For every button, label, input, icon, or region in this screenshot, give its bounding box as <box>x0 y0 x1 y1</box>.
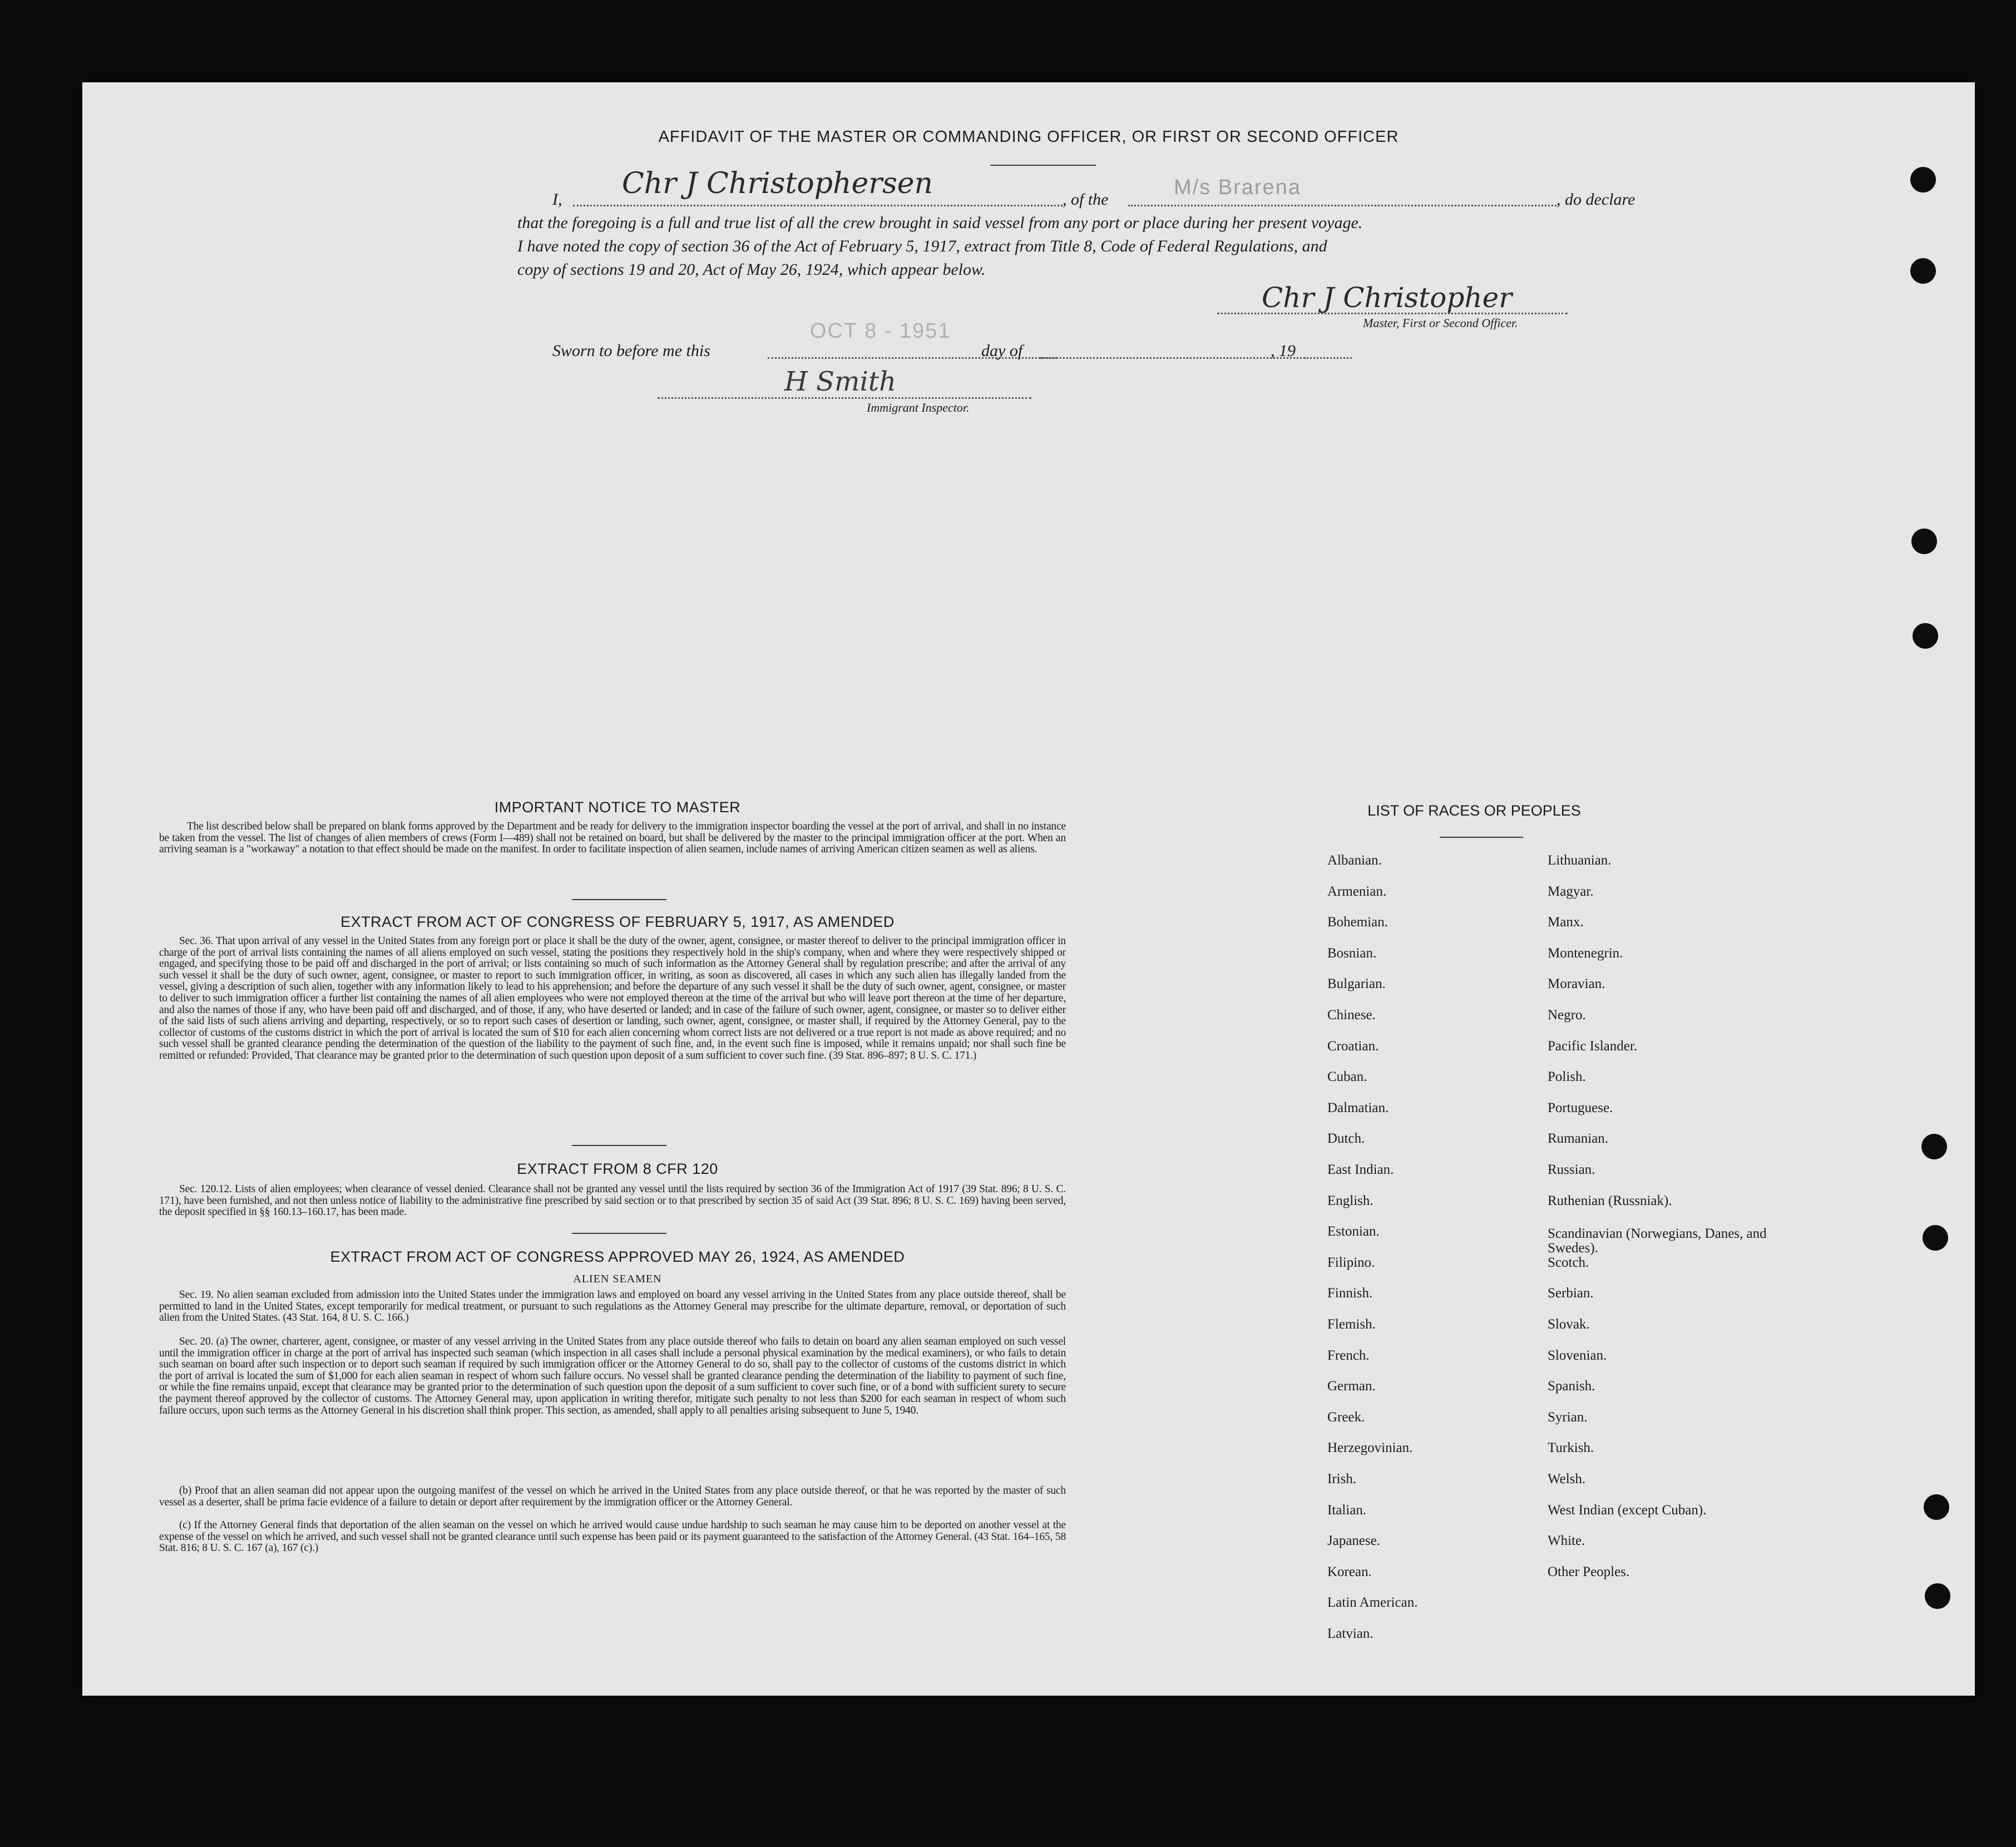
affidavit-of-the: , of the <box>1063 190 1109 209</box>
race-item: Bulgarian. <box>1327 976 1386 992</box>
declarant-signature: Chr J Christophersen <box>622 167 933 200</box>
binder-hole <box>1924 1494 1949 1520</box>
race-item: Japanese. <box>1327 1533 1381 1549</box>
race-item: French. <box>1327 1347 1370 1363</box>
inspector-signature: H Smith <box>784 366 897 397</box>
race-item: Bosnian. <box>1327 945 1377 961</box>
extract-1924-subtitle: ALIEN SEAMEN <box>573 1273 662 1285</box>
extract-1924-sec20c: (c) If the Attorney General finds that deportation of the alien seaman on the vessel on which he arrived would cause undue hardship to such seaman he may cause him to be deported on another vessel at the expense of the vessel on which he arrived, and such vessel shall not be granted clearance until such expense has been paid or its payment guaranteed to the satisfaction of the Attorney General. (43 Stat. 164–165, 58 Stat. 816; 8 U. S. C. 167 (a), 167 (c).) <box>159 1519 1066 1554</box>
race-item: Manx. <box>1548 915 1584 930</box>
declarant-name-line <box>573 205 1063 206</box>
race-item: Cuban. <box>1327 1069 1367 1085</box>
notice-title: IMPORTANT NOTICE TO MASTER <box>494 799 741 816</box>
race-item: Dalmatian. <box>1327 1100 1389 1115</box>
year-prefix: , 19 <box>1271 342 1296 360</box>
races-title: LIST OF RACES OR PEOPLES <box>1367 802 1581 819</box>
race-item: Finnish. <box>1327 1286 1373 1301</box>
race-item: Scotch. <box>1548 1255 1589 1270</box>
race-item: Herzegovinian. <box>1327 1440 1413 1456</box>
race-item: Chinese. <box>1327 1008 1376 1023</box>
master-signature-line <box>1217 313 1568 314</box>
race-item: Turkish. <box>1548 1440 1594 1456</box>
extract-1917-divider <box>572 1145 666 1146</box>
sworn-date-stamp: OCT 8 - 1951 <box>810 319 951 343</box>
extract-cfr-text: Sec. 120.12. Lists of alien employees; when clearance of vessel denied. Clearance shall not be granted any vessel until the lists required by section 36 of the Immigration Act of 1917 (39 Stat. 896; 8 U. S. C. 171), have been furnished, and not then unless notice of liability to the administrative fine prescribed by said section or to that prescribed by section 35 of said Act (39 Stat. 896; 8 U. S. C. 169) having been served, the deposit specified in §§ 160.13–160.17, has been made. <box>159 1183 1066 1218</box>
race-item: Magyar. <box>1548 883 1594 899</box>
affidavit-heading: AFFIDAVIT OF THE MASTER OR COMMANDING OFFICER, OR FIRST OR SECOND OFFICER <box>658 128 1399 146</box>
race-item: Greek. <box>1327 1409 1365 1425</box>
heading-divider <box>990 165 1096 166</box>
binder-hole <box>1910 258 1936 284</box>
vessel-name-line <box>1128 205 1557 206</box>
master-caption: Master, First or Second Officer. <box>1363 316 1518 330</box>
race-item: Latvian. <box>1327 1626 1373 1641</box>
extract-1924-sec20a: Sec. 20. (a) The owner, charterer, agent, consignee, or master of any vessel arriving in the United States from any place outside thereof who fails to detain on board any alien seaman employed on such vessel until the immigration officer in charge at the port of arrival has inspected such seaman (which inspection in all cases shall include a personal physical examination by the medical examiners), or who fails to detain such seaman on board after such inspection or to deport such seaman if required by such immigration officer or the Attorney General to do so, shall pay to the collector of customs of the customs district in which the port of arrival is located the sum of $1,000 for each alien seaman in respect of whom such failure occurs. No vessel shall be granted clearance pending the determination of the liability to payment of such fine, or while the fine remains unpaid, except that clearance may be granted prior to the determination of such question upon the deposit of a sum sufficient to cover such fine, or of a bond with sufficient surety to secure the payment thereof approved by the collector of customs. The Attorney General may, upon application in writing therefor, mitigate such penalty to not less than $200 for each seaman in respect of whom such failure occurs, upon such terms as the Attorney General in his discretion shall think proper. This section, as amended, shall apply to all penalties arising subsequent to June 5, 1940. <box>159 1336 1066 1416</box>
race-item: Spanish. <box>1548 1379 1595 1394</box>
race-item: Ruthenian (Russniak). <box>1548 1193 1672 1208</box>
race-item: German. <box>1327 1379 1376 1394</box>
race-item: Other Peoples. <box>1548 1564 1630 1579</box>
race-item: Russian. <box>1548 1162 1595 1177</box>
race-item: Albanian. <box>1327 853 1382 868</box>
race-item: Croatian. <box>1327 1038 1379 1054</box>
race-item: Portuguese. <box>1548 1100 1613 1115</box>
race-item: East Indian. <box>1327 1162 1394 1177</box>
race-item: Armenian. <box>1327 883 1387 899</box>
race-item: Moravian. <box>1548 976 1605 992</box>
extract-cfr-title: EXTRACT FROM 8 CFR 120 <box>517 1160 718 1177</box>
race-item: Italian. <box>1327 1502 1367 1518</box>
race-item: Lithuanian. <box>1548 853 1612 868</box>
binder-hole <box>1910 167 1936 192</box>
affidavit-line-2: that the foregoing is a full and true list of all the crew brought in said vessel from any port or place during her present voyage. <box>517 214 1363 232</box>
extract-1917-title: EXTRACT FROM ACT OF CONGRESS OF FEBRUARY 5, 1917, AS AMENDED <box>340 913 895 930</box>
race-item: White. <box>1548 1533 1585 1549</box>
master-signature: Chr J Christopher <box>1262 282 1513 314</box>
race-item: West Indian (except Cuban). <box>1548 1502 1707 1518</box>
affidavit-line-4: copy of sections 19 and 20, Act of May 26, 1924, which appear below. <box>517 260 986 279</box>
sworn-text: Sworn to before me this <box>552 342 710 360</box>
inspector-caption: Immigrant Inspector. <box>867 401 970 414</box>
race-item: Slovak. <box>1548 1317 1590 1332</box>
race-item: Polish. <box>1548 1069 1586 1085</box>
race-item: Pacific Islander. <box>1548 1038 1638 1054</box>
extract-1917-text: Sec. 36. That upon arrival of any vessel in the United States from any foreign port or place it shall be the duty of the owner, agent, consignee, or master thereof to deliver to the principal immigration officer in charge of the port of arrival lists containing the names of all aliens employed on such vessel, stating the positions they respectively hold in the ship's company, when and where they were respectively shipped or engaged, and specifying those to be paid off and discharged in the port of arrival; or lists containing so much of such information as the Attorney General shall by regulation prescribe; and after the arrival of any such vessel it shall be the duty of such owner, agent, consignee, or master to report to such immigration officer, in writing, as soon as discovered, all cases in which any such alien has illegally landed from the vessel, giving a description of such alien, together with any information likely to lead to his apprehension; and before the departure of any such vessel it shall be the duty of such owner, agent, consignee, or master to deliver to such immigration officer a further list containing the names of all alien employees who were not employed thereon at the time of the arrival but who will leave port thereon at the time of her departure, and also the names of those if any, who have been paid off and discharged, and of those, if any, who have deserted or landed; and in case of the failure of such owner, agent, consignee, or master so to deliver either of the said lists of such aliens arriving and departing, respectively, or so to report such cases of desertion or landing, such owner, agent, consignee, or master shall, if required by the Attorney General, pay to the collector of customs of the customs district in which the port of arrival is located the sum of $10 for each alien concerning whom correct lists are not delivered or a true report is not made as above required; and no such vessel shall be granted clearance pending the determination of the question of the liability to the payment of such fine, and, in the event such fine is imposed, while it remains unpaid; nor shall such fine be remitted or refunded: Provided, That clearance may be granted prior to the determination of such question upon deposit of a sum sufficient to cover such fine. (39 Stat. 896–897; 8 U. S. C. 171.) <box>159 935 1066 1061</box>
race-item: Rumanian. <box>1548 1131 1609 1147</box>
inspector-signature-line <box>658 397 1031 399</box>
vessel-name-stamp: M/s Brarena <box>1174 176 1301 199</box>
race-item: Dutch. <box>1327 1131 1365 1147</box>
affidavit-i: I, <box>552 190 562 209</box>
binder-hole <box>1921 1134 1947 1159</box>
race-item: Flemish. <box>1327 1317 1376 1332</box>
affidavit-do-declare: , do declare <box>1557 190 1635 209</box>
affidavit-line-3: I have noted the copy of section 36 of the Act of February 5, 1917, extract from Title 8, Code of Federal Regulations, and <box>517 237 1327 255</box>
notice-divider <box>572 899 666 900</box>
extract-1924-title: EXTRACT FROM ACT OF CONGRESS APPROVED MAY 26, 1924, AS AMENDED <box>330 1248 905 1265</box>
binder-hole <box>1913 623 1938 649</box>
race-item: Syrian. <box>1548 1409 1588 1425</box>
race-item: English. <box>1327 1193 1373 1208</box>
race-item: Bohemian. <box>1327 915 1389 930</box>
extract-1924-sec19: Sec. 19. No alien seaman excluded from admission into the United States under the immigration laws and employed on board any vessel arriving in the United States from any place outside thereof, shall be permitted to land in the United States, except temporarily for medical treatment, or pursuant to such regulations as the Attorney General may prescribe for the ultimate departure, removal, or deportation of such alien from the United States. (43 Stat. 164, 8 U. S. C. 166.) <box>159 1289 1066 1324</box>
race-item: Negro. <box>1548 1008 1586 1023</box>
race-item: Scandinavian (Norwegians, Danes, and Swedes). <box>1548 1226 1767 1256</box>
race-item: Welsh. <box>1548 1471 1586 1487</box>
race-item: Slovenian. <box>1548 1347 1607 1363</box>
extract-1924-sec20b: (b) Proof that an alien seaman did not appear upon the outgoing manifest of the vessel on which he arrived in the United States from any place outside thereof, or that he was reported by the master of such vessel as a deserter, shall be prima facie evidence of a failure to detain or deport after requirement by the immigration officer or the Attorney General. <box>159 1485 1066 1508</box>
race-item: Montenegrin. <box>1548 945 1623 961</box>
binder-hole <box>1925 1583 1950 1609</box>
extract-cfr-divider <box>572 1233 666 1234</box>
race-item: Filipino. <box>1327 1255 1375 1270</box>
binder-hole <box>1911 529 1937 554</box>
race-item: Latin American. <box>1327 1595 1418 1611</box>
race-item: Irish. <box>1327 1471 1357 1487</box>
document-page <box>82 82 1975 1696</box>
notice-text: The list described below shall be prepared on blank forms approved by the Department and be ready for delivery to the immigration inspector boarding the vessel at the port of arrival, and shall in no instance be taken from the vessel. The list of changes of alien members of crews (Form I—489) shall not be retained on board, but shall be delivered by the master to the principal immigration officer at the port. When an arriving seaman is a "workaway" a notation to that effect should be made on the manifest. In order to facilitate inspection of alien seamen, include names of arriving American citizen seamen as well as aliens. <box>159 821 1066 856</box>
year-line <box>1304 357 1352 359</box>
binder-hole <box>1923 1225 1948 1251</box>
day-of-text: day of <box>981 342 1023 360</box>
races-divider <box>1440 837 1523 838</box>
race-item: Korean. <box>1327 1564 1372 1579</box>
race-item: Serbian. <box>1548 1286 1594 1301</box>
race-item: Estonian. <box>1327 1224 1380 1239</box>
